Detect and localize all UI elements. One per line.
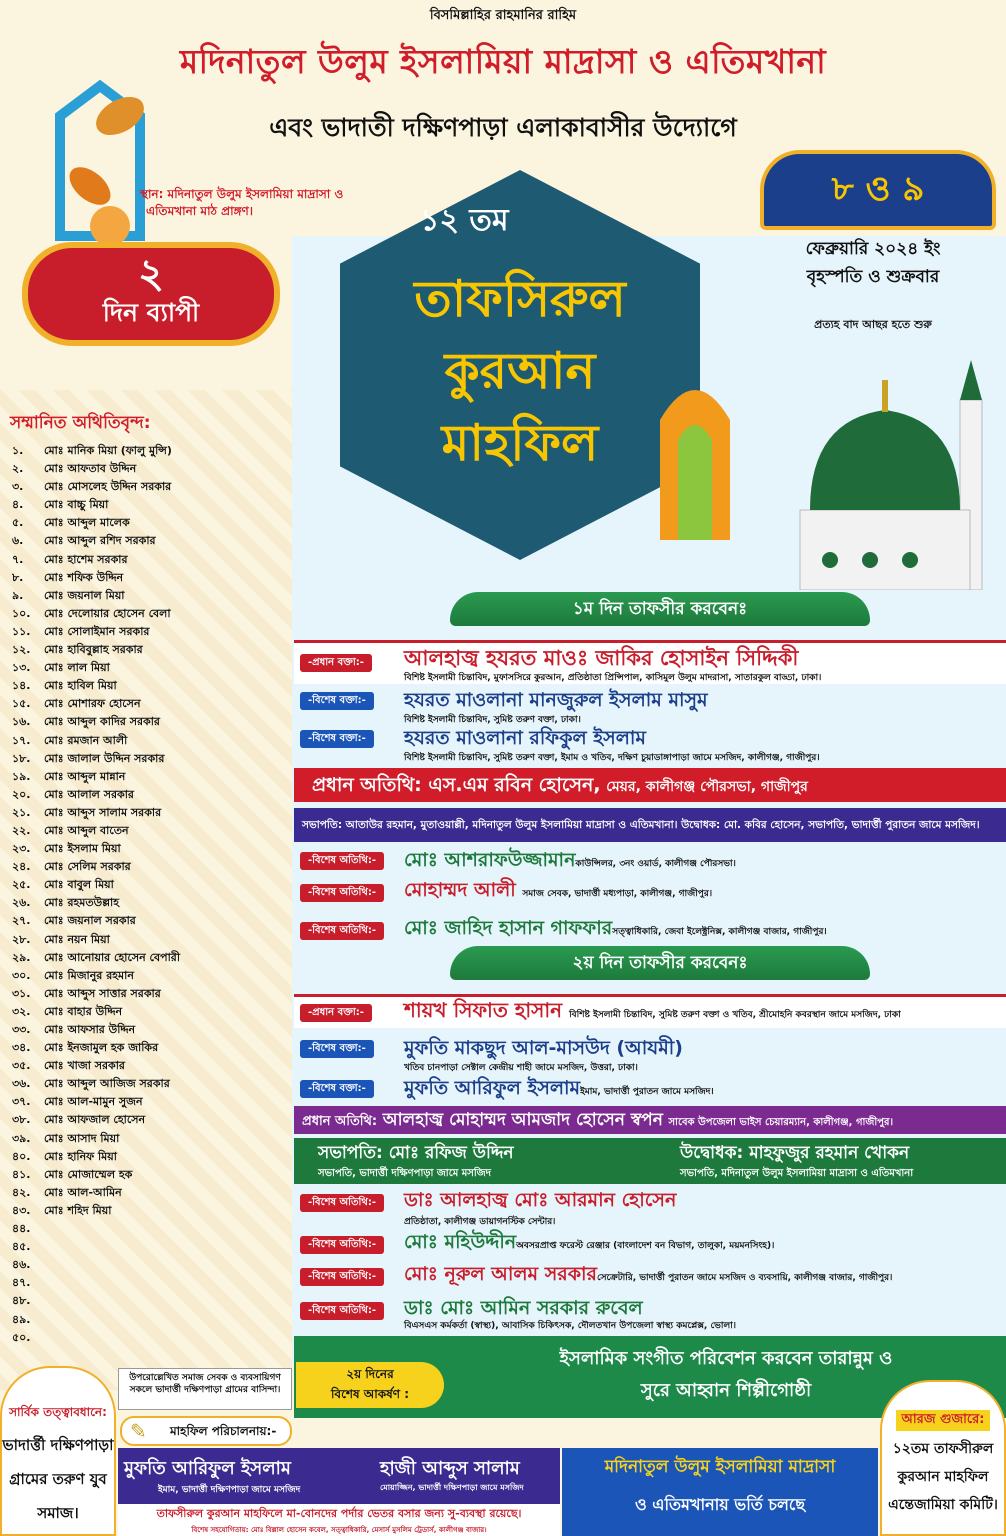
guest-list-item: ১১. মোঃ সোলাইমান সরকার bbox=[12, 624, 150, 638]
supervision-box bbox=[0, 1366, 116, 1536]
day2-main-speaker: শায়খ সিফাত হাসান বিশিষ্ট ইসলামী চিন্তাবিদ, সুমিষ্ট তরুণ বক্তা ও খতিব, শ্রীমোহনি কবরস্থান জামে মসজিদ, ঢাকা bbox=[404, 998, 901, 1022]
guest-list-item: ২৩. মোঃ ইসলাম মিয়া bbox=[12, 842, 121, 856]
logo-line3: মাহফিল bbox=[441, 414, 599, 472]
guest-list-item: ২. মোঃ আফতাব উদ্দিন bbox=[12, 462, 137, 476]
guest-list-item: ১৩. মোঃ লাল মিয়া bbox=[12, 661, 110, 675]
guest-list-item: ১২. মোঃ হাবিবুল্লাহ সরকার bbox=[12, 643, 143, 657]
guest-list bbox=[12, 442, 282, 1347]
venue-line2: এতিমখানা মাঠ প্রাঙ্গণ। bbox=[146, 204, 254, 218]
attraction-text2: সুরে আহ্বান শিল্পীগোষ্ঠী bbox=[640, 1380, 812, 1401]
guest-list-item: ৩১. মোঃ আব্দুস সাত্তার সরকার bbox=[12, 986, 161, 1000]
admission-box bbox=[562, 1448, 878, 1536]
sub-title: এবং ভাদাতী দক্ষিণপাড়া এলাকাবাসীর উদ্যোগে bbox=[269, 113, 737, 142]
day2-guest4-tag: -বিশেষ অতিথি:- bbox=[300, 1302, 384, 1320]
day2-main-speaker-tag: -প্রধান বক্তা:- bbox=[300, 1004, 372, 1022]
day2-guest2: মোঃ মহিউদ্দীনঅবসরপ্রাপ্ত ফরেস্ট রেঞ্জার (বাংলাদেশ বন বিভাগ, তালুকা, ময়মনসিংহ)। bbox=[404, 1231, 775, 1253]
guest-list-item: ৩৫. মোঃ খাজা সরকার bbox=[12, 1059, 125, 1073]
guest-list-item: ৪৯. bbox=[12, 1312, 31, 1326]
day2-chief-guest-desc: সাবেক উপজেলা ভাইস চেয়ারম্যান, কালীগঞ্জ, গাজীপুর। bbox=[668, 1117, 894, 1128]
guest-list-item: ৩৯. মোঃ আসাদ মিয়া bbox=[12, 1131, 120, 1145]
day1-chief-guest: প্রধান অতিথি: এস.এম রবিন হোসেন, bbox=[312, 774, 601, 796]
guest-list-item: ২৭. মোঃ জয়নাল সরকার bbox=[12, 914, 136, 928]
day1-guest1-desc: কাউন্সিলর, ৩নং ওয়ার্ড, কালীগঞ্জ পৌরসভা। bbox=[575, 859, 736, 869]
day1-special1-tag: -বিশেষ বক্তা:- bbox=[300, 692, 374, 710]
day1-ribbon: ১ম দিন তাফসীর করবেনঃ bbox=[450, 592, 870, 626]
guest-list-item: ৭. মোঃ হাশেম সরকার bbox=[12, 552, 128, 566]
day2-special1: মুফতি মাকছুদ আল-মাসউদ (আযমী) bbox=[404, 1037, 683, 1059]
day2-ribbon: ২য় দিন তাফসীর করবেনঃ bbox=[450, 946, 870, 980]
guest-list-item: ২৪. মোঃ সেলিম সরকার bbox=[12, 860, 131, 874]
conduct-box: ✎ মাহফিল পরিচালনায়:- bbox=[120, 1416, 292, 1446]
day2-guest1-desc: প্রতিষ্ঠাতা, কালীগঞ্জ ডায়াগনস্টিক সেন্টার। bbox=[404, 1217, 556, 1227]
day1-guest2-desc: সমাজ সেবক, ভাদার্ত্তী মধ্যপাড়া, কালীগঞ্জ, গাজীপুর। bbox=[522, 889, 713, 899]
guest-list-item: ২০. মোঃ আলাল সরকার bbox=[12, 787, 134, 801]
day1-main-speaker-desc: বিশিষ্ট ইসলামী চিন্তাবিদ, মুফাসসিরে কুরআন, প্রতিষ্ঠাতা প্রিন্সিপাল, কাসিমুল উলুম মাদরাসা, সাতারকুল বাড্ডা, ঢাকা। bbox=[404, 673, 822, 683]
conductor2-desc: মোয়াজ্জিন, ভাদার্ত্তী দক্ষিণপাড়া জামে মসজিদ bbox=[380, 1483, 524, 1492]
day2-inaugurator: উদ্বোধক: মাহফুজুর রহমান খোকন bbox=[680, 1143, 910, 1163]
days-text: দিন ব্যাপী bbox=[102, 298, 200, 327]
day2-main-speaker-desc: বিশিষ্ট ইসলামী চিন্তাবিদ, সুমিষ্ট তরুণ বক্তা ও খতিব, শ্রীমোহনি কবরস্থান জামে মসজিদ, ঢাকা bbox=[569, 1010, 901, 1020]
guest-list-item: ৪৪. bbox=[12, 1222, 31, 1236]
day1-special1: হযরত মাওলানা মানজুরুল ইসলাম মাসুম bbox=[404, 689, 708, 711]
day1-chief-guest-bar bbox=[294, 768, 1006, 802]
conductor1: মুফতি আরিফুল ইসলাম bbox=[124, 1458, 291, 1479]
day1-special1-desc: বিশিষ্ট ইসলামী চিন্তাবিদ, সুমিষ্ট তরুণ বক্তা, ঢাকা। bbox=[404, 715, 581, 725]
day2-guest1-tag: -বিশেষ অতিথি:- bbox=[300, 1194, 384, 1212]
guest-list-item: ৪২. মোঃ আল-আমিন bbox=[12, 1185, 122, 1199]
attraction-text1: ইসলামিক সংগীত পরিবেশন করবেন তারান্নুম ও bbox=[559, 1348, 893, 1369]
mosque-dome-icon bbox=[780, 360, 1000, 590]
date-days: বৃহস্পতি ও শুক্রবার bbox=[806, 267, 940, 287]
date-month: ফেব্রুয়ারি ২০২৪ ইং bbox=[805, 239, 941, 259]
attraction-label1: ২য় দিনের bbox=[346, 1367, 394, 1381]
guest-list-item: ৪. মোঃ বাচ্চু মিয়া bbox=[12, 498, 109, 512]
guest-list-item: ১৫. মোঃ মোশারফ হোসেন bbox=[12, 697, 141, 711]
days-number: ২ bbox=[137, 251, 164, 297]
day2-inaugurator-desc: সভাপতি, মদিনাতুল উলুম ইসলামিয়া মাদ্রাসা ও এতিমখানা bbox=[680, 1168, 914, 1179]
guest-list-item: ৪১. মোঃ মোজাম্মেল হক bbox=[12, 1167, 133, 1181]
residents-note: উপরোল্লেখিত সমাজ সেবক ও ব্যবসায়িগণ সকলে ভাদার্ত্তী দক্ষিণপাড়া গ্রামের বাসিন্দা। bbox=[118, 1368, 292, 1410]
arch-ornament-icon bbox=[650, 360, 740, 540]
day2-special1-desc: খতিব চানপাড়া সেক্টাল কেন্দ্রীয় শাহী জামে মসজিদ, উত্তরা, ঢাকা। bbox=[404, 1063, 638, 1073]
day2-special1-tag: -বিশেষ বক্তা:- bbox=[300, 1040, 374, 1058]
conductor2: হাজী আব্দুস সালাম bbox=[380, 1458, 520, 1479]
logo-line1: তাফসিরুল bbox=[414, 270, 626, 328]
attraction-label2: বিশেষ আকর্ষণ : bbox=[330, 1387, 410, 1401]
guest-list-item: ৪৫. bbox=[12, 1240, 31, 1254]
guest-list-item: ৩৮. মোঃ আফজাল হোসেন bbox=[12, 1113, 146, 1127]
guest-list-item: ১৪. মোঃ হাবিল মিয়া bbox=[12, 679, 117, 693]
day1-president-line: সভাপতি: আতাউর রহমান, মুতাওয়াল্লী, মদিনাতুল উলুম ইসলামিয়া মাদ্রাসা ও এতিমখানা। উদ্বোধক: মো. কবির হোসেন, সভাপতি, ভাদার্ত্তী পুরাতন জামে মসজিদ। bbox=[302, 819, 980, 831]
women-note: তাফসীরুল কুরআন মাহফিলে মা-বোনদের পর্দার ভেতর বসার জন্য সু-ব্যবস্থা রয়েছে। bbox=[118, 1504, 560, 1524]
day1-chief-guest-desc: মেয়র, কালীগঞ্জ পৌরসভা, গাজীপুর bbox=[606, 779, 808, 795]
day1-main-speaker-tag: -প্রধান বক্তা:- bbox=[300, 654, 372, 672]
day2-guest1: ডাঃ আলহাজ্ব মোঃ আরমান হোসেন bbox=[404, 1189, 677, 1211]
main-title: মদিনাতুল উলুম ইসলামিয়া মাদ্রাসা ও এতিমখানা bbox=[179, 42, 827, 81]
guest-list-item: ৩৪. মোঃ ইনজামুল হক জাকির bbox=[12, 1041, 159, 1055]
day1-guest2-tag: -বিশেষ অতিথি:- bbox=[300, 884, 384, 902]
venue bbox=[140, 186, 400, 220]
day2-guest4: ডাঃ মোঃ আমিন সরকার রুবেল bbox=[404, 1297, 643, 1319]
logo-line2: কুরআন bbox=[444, 342, 596, 400]
guest-list-item: ২২. মোঃ আব্দুল বাতেন bbox=[12, 823, 129, 837]
day1-president-bar bbox=[294, 808, 1006, 842]
guest-list-item: ১৬. মোঃ আব্দুল কাদির সরকার bbox=[12, 715, 160, 729]
guests-heading: সম্মানিত অথিতিবৃন্দ: bbox=[10, 413, 151, 433]
guest-list-item: ৩৬. মোঃ আব্দুল আজিজ সরকার bbox=[12, 1077, 170, 1091]
supervision-text: ভাদার্ত্তী দক্ষিণপাড়া গ্রামের তরুণ যুব সমাজ। bbox=[2, 1436, 114, 1522]
guest-list-item: ৯. মোঃ জয়নাল মিয়া bbox=[12, 588, 125, 602]
day2-chief-guest: আলহাজ্ব মোহাম্মদ আমজাদ হোসেন স্বপন bbox=[382, 1110, 663, 1130]
day1-guest3-desc: সত্ত্বাধিকারি, জেবা ইলেক্ট্রনিক্স, কালীগঞ্জ বাজার, গাজীপুর। bbox=[612, 927, 827, 937]
guest-list-item: ৪৬. bbox=[12, 1258, 31, 1272]
guest-list-item: ৪৮. bbox=[12, 1294, 31, 1308]
guest-list-item: ৩৩. মোঃ আফসার উদ্দিন bbox=[12, 1023, 136, 1036]
leaf-ornament-icon bbox=[40, 76, 160, 246]
conductor1-desc: ইমাম, ভাদার্ত্তী দক্ষিণপাড়া জামে মসজিদ bbox=[158, 1485, 301, 1495]
day2-special2-tag: -বিশেষ বক্তা:- bbox=[300, 1080, 374, 1098]
days-badge bbox=[22, 242, 280, 346]
day1-guest3-tag: -বিশেষ অতিথি:- bbox=[300, 922, 384, 940]
day1-guest2: মোহাম্মদ আলী সমাজ সেবক, ভাদার্ত্তী মধ্যপাড়া, কালীগঞ্জ, গাজীপুর। bbox=[404, 879, 713, 901]
edition-label: ১২ তম bbox=[420, 203, 509, 238]
guest-list-item: ১৯. মোঃ আব্দুল মান্নান bbox=[12, 769, 126, 783]
supervision-label: সার্বিক তত্ত্বাবধানে: bbox=[9, 1405, 107, 1419]
day2-chief-guest-label: প্রধান অতিথি: bbox=[302, 1114, 378, 1129]
day2-president-bar bbox=[294, 1138, 1006, 1184]
venue-line1: স্থান: মদিনাতুল উলুম ইসলামিয়া মাদ্রাসা ও bbox=[140, 187, 344, 201]
guest-list-item: ১০. মোঃ দেলোয়ার হোসেন বেলা bbox=[12, 606, 171, 620]
day1-special2-tag: -বিশেষ বক্তা:- bbox=[300, 730, 374, 748]
guest-list-item: ৮. মোঃ শফিক উদ্দিন bbox=[12, 570, 124, 584]
day1-guest1: মোঃ আশরাফউজ্জামানকাউন্সিলর, ৩নং ওয়ার্ড, কালীগঞ্জ পৌরসভা। bbox=[404, 849, 736, 871]
day2-president: সভাপতি: মোঃ রফিজ উদ্দিন bbox=[318, 1143, 514, 1163]
day1-main-speaker: আলহাজ্ব হযরত মাওঃ জাকির হোসাইন সিদ্দিকী bbox=[404, 646, 799, 670]
day2-guest3-desc: সেক্রেটারি, ভাদার্ত্তী পুরাতন জামে মসজিদ ও ব্যবসায়ি, কালীগঞ্জ বাজার, গাজীপুর। bbox=[596, 1273, 893, 1283]
day2-guest3-tag: -বিশেষ অতিথি:- bbox=[300, 1268, 384, 1286]
guest-list-item: ৫. মোঃ আব্দুল মালেক bbox=[12, 516, 130, 530]
date-banner: ৮ ও ৯ bbox=[760, 150, 996, 230]
admission-line1: মদিনাতুল উলুম ইসলামিয়া মাদ্রাসা bbox=[604, 1457, 836, 1477]
guest-list-item: ৫০. bbox=[12, 1330, 31, 1344]
guest-list-item: ১৭. মোঃ রমজান আলী bbox=[12, 733, 128, 747]
day2-guest4-desc: বিএসএস কর্মকর্তা (স্বাস্থ্য), আবাসিক চিকিৎসক, দৌলতখান উপজেলা স্বাস্থ্য কমপ্লেক্স, ভোলা। bbox=[404, 1321, 736, 1331]
guest-list-item: ২৬. মোঃ রহমতউল্লাহ bbox=[12, 896, 120, 910]
appeal-label: আরজ গুজারে: bbox=[896, 1410, 991, 1431]
day1-special2-desc: বিশিষ্ট ইসলামী চিন্তাবিদ, সুমিষ্ট তরুণ বক্তা, ইমাম ও খতিব, দক্ষিণ চুয়াডাঙ্গাপাড়া জামে মসজিদ, কালীগঞ্জ, গাজীপুর। bbox=[404, 753, 820, 763]
guest-list-item: ২৫. মোঃ বাবুল মিয়া bbox=[12, 878, 114, 892]
bismillah: বিসমিল্লাহির রাহমানির রাহিম bbox=[429, 8, 577, 23]
guest-list-item: ৪৭. bbox=[12, 1276, 31, 1290]
day2-special2: মুফতি আরিফুল ইসলামইমাম, ভাদার্ত্তী পুরাতন জামে মসজিদ। bbox=[404, 1077, 714, 1099]
guest-list-item: ১৮. মোঃ জালাল উদ্দিন সরকার bbox=[12, 751, 165, 765]
appeal-text: ১২তম তাফসীরুল কুরআন মাহফিল এন্তেজামিয়া কমিটি। bbox=[888, 1441, 998, 1513]
guest-list-item: ৩০. মোঃ মিজানুর রহমান bbox=[12, 968, 134, 982]
admission-line2: ও এতিমখানায় ভর্তি চলছে bbox=[634, 1495, 806, 1514]
guest-list-item: ২৮. মোঃ নয়ন মিয়া bbox=[12, 932, 110, 946]
appeal-box bbox=[880, 1380, 1006, 1536]
guest-list-item: ৬. মোঃ আব্দুল রশিদ সরকার bbox=[12, 534, 156, 548]
day1-guest1-tag: -বিশেষ অতিথি:- bbox=[300, 852, 384, 870]
conductors-bar bbox=[118, 1448, 560, 1504]
guest-list-item: ৩২. মোঃ বাহার উদ্দিন bbox=[12, 1004, 123, 1018]
guest-list-item: ৩৭. মোঃ আল-মামুন সুজন bbox=[12, 1095, 143, 1109]
guest-list-item: ১. মোঃ মানিক মিয়া (ফালু মুন্সি) bbox=[12, 444, 172, 457]
guest-list-item: ৪০. মোঃ হানিফ মিয়া bbox=[12, 1149, 117, 1163]
day2-guest3: মোঃ নূরুল আলম সরকারসেক্রেটারি, ভাদার্ত্তী পুরাতন জামে মসজিদ ও ব্যবসায়ি, কালীগঞ্জ বাজার, গাজীপুর। bbox=[404, 1263, 893, 1285]
guest-list-item: ৩. মোঃ মোসলেহ উদ্দিন সরকার bbox=[12, 480, 172, 494]
day2-special2-desc: ইমাম, ভাদার্ত্তী পুরাতন জামে মসজিদ। bbox=[580, 1087, 714, 1097]
day1-special2: হযরত মাওলানা রফিকুল ইসলাম bbox=[404, 727, 646, 749]
guest-list-item: ৪৩. মোঃ শহিদ মিয়া bbox=[12, 1203, 112, 1217]
day2-guest2-desc: অবসরপ্রাপ্ত ফরেস্ট রেঞ্জার (বাংলাদেশ বন বিভাগ, তালুকা, ময়মনসিংহ)। bbox=[516, 1241, 775, 1251]
date-note: প্রত্যহ বাদ আছর হতে শুরু bbox=[814, 318, 932, 331]
guest-list-item: ২৯. মোঃ আনোয়ার হোসেন বেপারী bbox=[12, 950, 180, 964]
attraction-label-box bbox=[296, 1362, 444, 1408]
day2-guest2-tag: -বিশেষ অতিথি:- bbox=[300, 1236, 384, 1254]
day1-guest3: মোঃ জাহিদ হাসান গাফফারসত্ত্বাধিকারি, জেবা ইলেক্ট্রনিক্স, কালীগঞ্জ বাজার, গাজীপুর। bbox=[404, 917, 827, 939]
guest-list-item: ২১. মোঃ আব্দুস সালাম সরকার bbox=[12, 805, 162, 819]
quill-icon: ✎ bbox=[130, 1419, 147, 1443]
day2-chief-guest-bar bbox=[294, 1106, 1006, 1134]
cooperation-note: বিশেষ সহযোগিতায়: মোঃ বিল্লাল হোসেন কবেল, সত্ত্বাধিকারি, মেসার্স মুসলিম ট্রেডার্স, কালীগঞ্জ বাজার। bbox=[118, 1524, 560, 1536]
day2-president-desc: সভাপতি, ভাদার্ত্তী দক্ষিণপাড়া জামে মসজিদ bbox=[318, 1168, 491, 1179]
